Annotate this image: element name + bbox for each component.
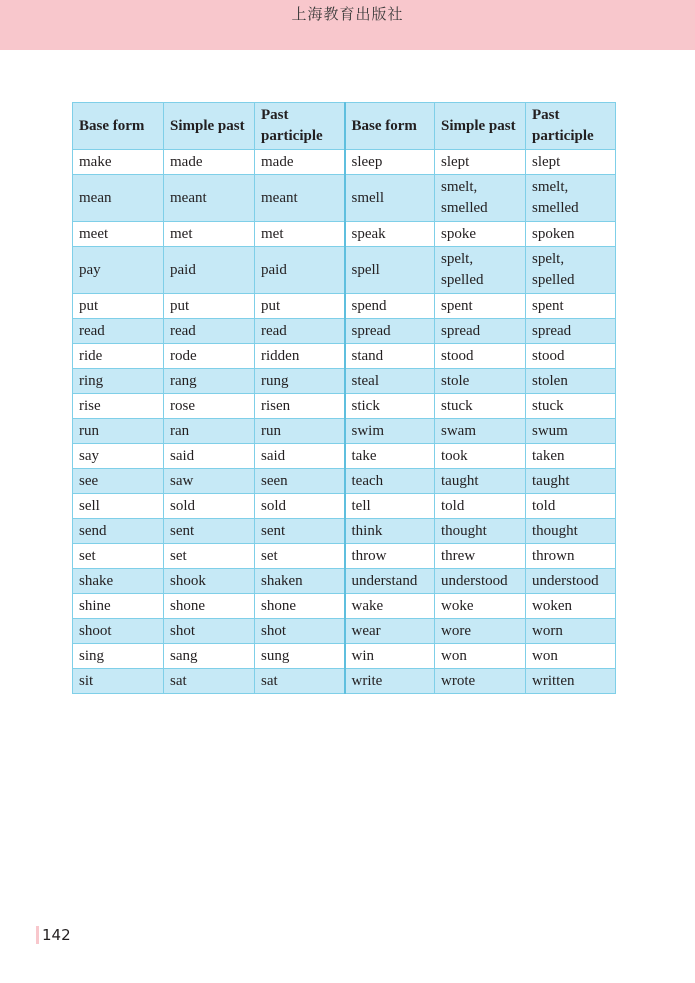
table-cell: told	[435, 494, 526, 519]
table-row	[73, 222, 616, 247]
table-cell: rise	[73, 394, 164, 419]
table-cell: think	[345, 519, 435, 544]
table-cell: thrown	[526, 544, 616, 569]
table-cell: shot	[255, 619, 345, 644]
table-header-row	[73, 103, 616, 150]
table-cell: sold	[255, 494, 345, 519]
table-cell: understood	[526, 569, 616, 594]
table-cell: shook	[164, 569, 255, 594]
table-cell: stood	[435, 344, 526, 369]
table-cell: read	[73, 319, 164, 344]
column-header: Simple past	[435, 103, 526, 150]
table-cell: shone	[164, 594, 255, 619]
table-cell: spend	[345, 294, 435, 319]
table-cell: pay	[73, 247, 164, 294]
table-cell: woke	[435, 594, 526, 619]
table-cell: rang	[164, 369, 255, 394]
table-cell: spell	[345, 247, 435, 294]
table-cell: threw	[435, 544, 526, 569]
table-cell: wrote	[435, 669, 526, 694]
table-row	[73, 594, 616, 619]
table-cell: shake	[73, 569, 164, 594]
table-row	[73, 369, 616, 394]
table-cell: teach	[345, 469, 435, 494]
table-cell: write	[345, 669, 435, 694]
table-cell: slept	[526, 150, 616, 175]
table-cell: put	[255, 294, 345, 319]
table-cell: rung	[255, 369, 345, 394]
table-cell: stolen	[526, 369, 616, 394]
table-cell: taught	[435, 469, 526, 494]
table-cell: rose	[164, 394, 255, 419]
table-cell: see	[73, 469, 164, 494]
table-cell: set	[73, 544, 164, 569]
column-header: Simple past	[164, 103, 255, 150]
table-cell: sang	[164, 644, 255, 669]
table-cell: put	[164, 294, 255, 319]
table-cell: shine	[73, 594, 164, 619]
table-cell: meant	[255, 175, 345, 222]
table-row	[73, 519, 616, 544]
table-cell: smell	[345, 175, 435, 222]
table-cell: set	[255, 544, 345, 569]
table-cell: ride	[73, 344, 164, 369]
table-cell: sold	[164, 494, 255, 519]
table-cell: smelt, smelled	[526, 175, 616, 222]
table-cell: take	[345, 444, 435, 469]
table-cell: thought	[435, 519, 526, 544]
table-cell: stuck	[526, 394, 616, 419]
table-cell: sent	[164, 519, 255, 544]
table-cell: sleep	[345, 150, 435, 175]
table-cell: understood	[435, 569, 526, 594]
column-header: Base form	[345, 103, 435, 150]
table-cell: spread	[526, 319, 616, 344]
table-cell: taught	[526, 469, 616, 494]
table-row	[73, 294, 616, 319]
table-cell: spoken	[526, 222, 616, 247]
table-cell: shoot	[73, 619, 164, 644]
table-cell: meant	[164, 175, 255, 222]
table-cell: run	[73, 419, 164, 444]
table-cell: set	[164, 544, 255, 569]
table-cell: spelt, spelled	[526, 247, 616, 294]
table-row	[73, 644, 616, 669]
table-cell: spent	[435, 294, 526, 319]
table-cell: ran	[164, 419, 255, 444]
table-cell: spread	[345, 319, 435, 344]
table-cell: swum	[526, 419, 616, 444]
table-row	[73, 247, 616, 294]
table-cell: speak	[345, 222, 435, 247]
table-row	[73, 544, 616, 569]
table-cell: met	[255, 222, 345, 247]
table-cell: risen	[255, 394, 345, 419]
table-row	[73, 494, 616, 519]
table-cell: stand	[345, 344, 435, 369]
table-cell: sell	[73, 494, 164, 519]
table-cell: wear	[345, 619, 435, 644]
table-cell: ridden	[255, 344, 345, 369]
table-cell: read	[255, 319, 345, 344]
table-cell: paid	[255, 247, 345, 294]
table-cell: spelt, spelled	[435, 247, 526, 294]
table-cell: won	[435, 644, 526, 669]
table-cell: thought	[526, 519, 616, 544]
publisher-name: 上海教育出版社	[291, 5, 404, 23]
page-number: 142	[36, 926, 71, 944]
table-cell: read	[164, 319, 255, 344]
table-row	[73, 469, 616, 494]
table-cell: swam	[435, 419, 526, 444]
table-row	[73, 175, 616, 222]
table-cell: stuck	[435, 394, 526, 419]
table-cell: spoke	[435, 222, 526, 247]
table-row	[73, 150, 616, 175]
table-cell: seen	[255, 469, 345, 494]
table-cell: sat	[255, 669, 345, 694]
table-cell: met	[164, 222, 255, 247]
table-cell: sent	[255, 519, 345, 544]
table-cell: say	[73, 444, 164, 469]
table-body	[73, 150, 616, 694]
table-cell: said	[255, 444, 345, 469]
table-cell: shone	[255, 594, 345, 619]
table-cell: sit	[73, 669, 164, 694]
table-cell: steal	[345, 369, 435, 394]
table-row	[73, 419, 616, 444]
table-cell: stole	[435, 369, 526, 394]
table-row	[73, 344, 616, 369]
table-cell: shot	[164, 619, 255, 644]
table-cell: saw	[164, 469, 255, 494]
table-row	[73, 444, 616, 469]
table-cell: understand	[345, 569, 435, 594]
table-cell: rode	[164, 344, 255, 369]
table-cell: worn	[526, 619, 616, 644]
column-header: Base form	[73, 103, 164, 150]
table-cell: meet	[73, 222, 164, 247]
table-cell: stood	[526, 344, 616, 369]
table-cell: spent	[526, 294, 616, 319]
table-cell: wake	[345, 594, 435, 619]
table-cell: written	[526, 669, 616, 694]
table-row	[73, 394, 616, 419]
table-cell: stick	[345, 394, 435, 419]
irregular-verbs-table	[72, 102, 616, 694]
table-cell: sung	[255, 644, 345, 669]
table-cell: spread	[435, 319, 526, 344]
table-cell: taken	[526, 444, 616, 469]
table-cell: won	[526, 644, 616, 669]
table-cell: woken	[526, 594, 616, 619]
table-row	[73, 569, 616, 594]
table-cell: made	[255, 150, 345, 175]
column-header: Past participle	[255, 103, 345, 150]
table-row	[73, 319, 616, 344]
table-cell: win	[345, 644, 435, 669]
table-cell: sat	[164, 669, 255, 694]
table-cell: send	[73, 519, 164, 544]
table-cell: sing	[73, 644, 164, 669]
table-row	[73, 619, 616, 644]
table-cell: tell	[345, 494, 435, 519]
table-cell: made	[164, 150, 255, 175]
table-cell: put	[73, 294, 164, 319]
column-header: Past participle	[526, 103, 616, 150]
table-cell: took	[435, 444, 526, 469]
table-cell: slept	[435, 150, 526, 175]
table-cell: throw	[345, 544, 435, 569]
table-row	[73, 669, 616, 694]
table-cell: told	[526, 494, 616, 519]
table-cell: make	[73, 150, 164, 175]
table-cell: smelt, smelled	[435, 175, 526, 222]
table-cell: ring	[73, 369, 164, 394]
table-cell: run	[255, 419, 345, 444]
table-cell: paid	[164, 247, 255, 294]
table-cell: swim	[345, 419, 435, 444]
table-cell: mean	[73, 175, 164, 222]
table-cell: said	[164, 444, 255, 469]
table-cell: shaken	[255, 569, 345, 594]
table-cell: wore	[435, 619, 526, 644]
